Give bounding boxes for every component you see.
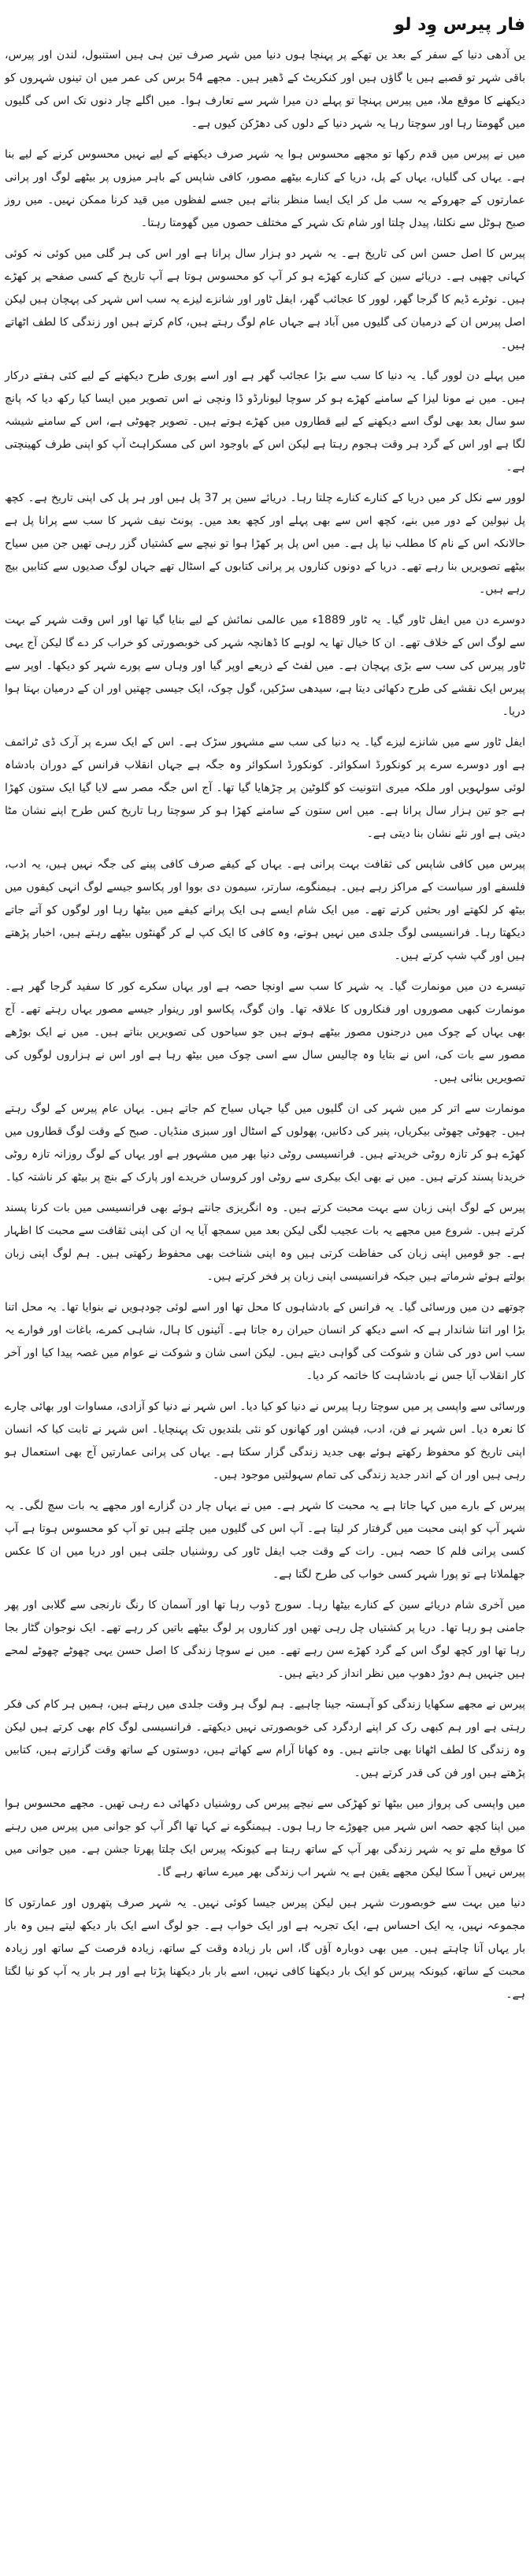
article-paragraph: یں آدھی دنیا کے سفر کے بعد یں تھکے پر پہنچا ہوں دنیا میں شہر صرف تین ہی ہیں استنبول، لندن اور پیرس، باقی شہر تو قصبے ہیں یا گاؤں ہیں اور کنکریٹ کے ڈھیر ہیں۔ مجھے 54 برس کی عمر میں ان تینوں شہروں کو دیکھنے کا موقع ملا، میں پیرس پہنچا تو پہلے دن میرا شہر سے تعارف ہوا۔ میں اگلے چار دنوں تک اس کی گلیوں میں گھومتا رہا اور سوچتا رہا یہ شہر دنیا کے دلوں کی دھڑکن کیوں ہے۔ xyxy=(5,49,525,130)
article-paragraph: میں آخری شام دریائے سین کے کنارے بیٹھا رہا۔ سورج ڈوب رہا تھا اور آسمان کا رنگ نارنجی سے گلابی اور پھر جامنی ہو رہا تھا۔ دریا پر کشتیاں چل رہی تھیں اور کناروں پر لوگ بیٹھے باتیں کر رہے تھے۔ ایک نوجوان گٹار بجا رہا تھا اور کچھ لوگ اس کے گرد کھڑے سن رہے تھے۔ میں نے سوچا زندگی کا اصل حسن یہی چھوٹے چھوٹے لمحے ہیں جنہیں ہم دوڑ دھوپ میں نظر انداز کر دیتے ہیں۔ xyxy=(5,1599,525,1680)
article-paragraph: ورسائی سے واپسی پر میں سوچتا رہا پیرس نے دنیا کو کیا دیا۔ اس شہر نے دنیا کو آزادی، مساوات اور بھائی چارے کا نعرہ دیا۔ اس شہر نے فن، ادب، فیشن اور کھانوں کو نئی بلندیوں تک پہنچایا۔ اس شہر نے ثابت کیا کہ انسان اپنی تاریخ کو محفوظ رکھتے ہوئے بھی جدید زندگی گزار سکتا ہے۔ یہاں کی پرانی عمارتیں آج بھی استعمال ہو رہی ہیں اور ان کے اندر جدید زندگی کی تمام سہولتیں موجود ہیں۔ xyxy=(5,1400,526,1481)
article-paragraph: میں پہلے دن لوور گیا۔ یہ دنیا کا سب سے بڑا عجائب گھر ہے اور اسے پوری طرح دیکھنے کے لیے کئی ہفتے درکار ہیں۔ میں نے مونا لیزا کے سامنے کھڑے ہو کر سوچا لیونارڈو ڈا ونچی نے اس تصویر میں ایسا کیا رکھ دیا کہ پانچ سو سال بعد بھی لوگ اسے دیکھنے کے لیے قطاروں میں کھڑے ہوتے ہیں۔ تصویر چھوٹی ہے، اس کے سامنے شیشہ لگا ہے اور اس کے گرد ہر وقت ہجوم رہتا ہے لیکن اس کے باوجود اس کی مسکراہٹ آپ کو اپنی طرف کھینچتی ہے۔ xyxy=(5,370,525,474)
article-paragraph: پیرس کے بارے میں کہا جاتا ہے یہ محبت کا شہر ہے۔ میں نے یہاں چار دن گزارے اور مجھے یہ بات سچ لگی۔ یہ شہر آپ کو اپنی محبت میں گرفتار کر لیتا ہے۔ آپ اس کی گلیوں میں چلتے ہیں تو آپ کو محسوس ہوتا ہے آپ کسی پرانی فلم کا حصہ ہیں۔ رات کے وقت جب ایفل ٹاور کی روشنیاں جلتی ہیں اور دریا میں ان کا عکس جھلملاتا ہے تو پورا شہر کسی خواب کی طرح لگتا ہے۔ xyxy=(5,1500,525,1581)
article-paragraph: ایفل ٹاور سے میں شانزے لیزے گیا۔ یہ دنیا کی سب سے مشہور سڑک ہے۔ اس کے ایک سرے پر آرک ڈی ٹرائمف ہے اور دوسرے سرے پر کونکورڈ اسکوائر۔ کونکورڈ اسکوائر وہ جگہ ہے جہاں انقلاب فرانس کے دوران بادشاہ لوئی سولہویں اور ملکہ میری انتونیت کو گلوٹین پر چڑھایا گیا تھا۔ آج اس جگہ مصر سے لایا گیا ایک ستون کھڑا ہے جو تین ہزار سال پرانا ہے۔ میں اس ستون کے سامنے کھڑا ہو کر سوچتا رہا تاریخ کس طرح اپنے نشان مٹا دیتی ہے اور نئے نشان بنا دیتی ہے۔ xyxy=(5,736,525,840)
article-paragraph: پیرس میں کافی شاپس کی ثقافت بہت پرانی ہے۔ یہاں کے کیفے صرف کافی پینے کی جگہ نہیں ہیں، یہ ادب، فلسفے اور سیاست کے مراکز رہے ہیں۔ ہیمنگوے، سارتر، سیمون دی بووا اور پکاسو جیسے لوگ انہی کیفوں میں بیٹھ کر لکھتے اور بحثیں کرتے تھے۔ میں ایک شام ایسے ہی ایک پرانے کیفے میں بیٹھا رہا اور لوگوں کو آتے جاتے دیکھتا رہا۔ فرانسیسی لوگ جلدی میں نہیں ہوتے، وہ کافی کا ایک کپ لے کر گھنٹوں بیٹھے رہتے ہیں، اخبار پڑھتے ہیں اور گپ شپ کرتے ہیں۔ xyxy=(5,858,525,962)
article-paragraph: چوتھے دن میں ورسائی گیا۔ یہ فرانس کے بادشاہوں کا محل تھا اور اسے لوئی چودہویں نے بنوایا تھا۔ یہ محل اتنا بڑا اور اتنا شاندار ہے کہ اسے دیکھ کر انسان حیران رہ جاتا ہے۔ آئینوں کا ہال، شاہی کمرے، باغات اور فوارے یہ سب اس دور کی شان و شوکت کی گواہی دیتے ہیں۔ لیکن اسی شان و شوکت نے عوام میں غصہ پیدا کیا اور آخر کار انقلاب آیا جس نے بادشاہت کا خاتمہ کر دیا۔ xyxy=(5,1301,525,1382)
article-body xyxy=(5,44,525,2006)
article-paragraph: تیسرے دن میں مونمارت گیا۔ یہ شہر کا سب سے اونچا حصہ ہے اور یہاں سکرے کور کا سفید گرجا گھر ہے۔ مونمارت کبھی مصوروں اور فنکاروں کا علاقہ تھا۔ وان گوگ، پکاسو اور رینوار جیسے مصور یہاں رہتے تھے۔ آج بھی یہاں کے چوک میں درجنوں مصور بیٹھے ہوتے ہیں جو سیاحوں کی تصویریں بناتے ہیں۔ میں نے ایک بوڑھے مصور سے بات کی، اس نے بتایا وہ چالیس سال سے اسی چوک میں بیٹھ رہا ہے اور اس نے ہزاروں لوگوں کی تصویریں بنائی ہیں۔ xyxy=(5,980,525,1084)
article-paragraph: دنیا میں بہت سے خوبصورت شہر ہیں لیکن پیرس جیسا کوئی نہیں۔ یہ شہر صرف پتھروں اور عمارتوں کا مجموعہ نہیں، یہ ایک احساس ہے، ایک تجربہ ہے اور ایک خواب ہے۔ جو لوگ اسے ایک بار دیکھ لیتے ہیں وہ بار بار یہاں آنا چاہتے ہیں۔ میں بھی دوبارہ آؤں گا، اس بار زیادہ وقت کے ساتھ، زیادہ فرصت کے ساتھ اور زیادہ محبت کے ساتھ، کیونکہ پیرس کو ایک بار دیکھنا کافی نہیں، اسے بار بار دیکھنا پڑتا ہے اور ہر بار یہ آپ کو نیا لگتا ہے۔ xyxy=(5,1897,525,2001)
article-paragraph: میں نے پیرس میں قدم رکھا تو مجھے محسوس ہوا یہ شہر صرف دیکھنے کے لیے نہیں محسوس کرنے کے لیے بنا ہے۔ یہاں کی گلیاں، یہاں کے پل، دریا کے کنارے بیٹھے مصور، کافی شاپس کے باہر میزوں پر بیٹھے لوگ اور پرانی عمارتوں کے جھروکے یہ سب مل کر ایک ایسا منظر بناتے ہیں جسے لفظوں میں قید کرنا ممکن نہیں۔ میں روز صبح ہوٹل سے نکلتا، پیدل چلتا اور شام تک شہر کے مختلف حصوں میں گھومتا رہتا۔ xyxy=(5,148,525,229)
article-paragraph: دوسرے دن میں ایفل ٹاور گیا۔ یہ ٹاور 1889ء میں عالمی نمائش کے لیے بنایا گیا تھا اور اس وقت شہر کے بہت سے لوگ اس کے خلاف تھے۔ ان کا خیال تھا یہ لوہے کا ڈھانچہ شہر کی خوبصورتی کو خراب کر دے گا لیکن آج یہی ٹاور پیرس کی سب سے بڑی پہچان ہے۔ میں لفٹ کے ذریعے اوپر گیا اور وہاں سے پورے شہر کو دیکھا۔ اوپر سے پیرس ایک نقشے کی طرح دکھائی دیتا ہے، سیدھی سڑکیں، گول چوک، ایک جیسی چھتیں اور ان کے درمیان بہتا ہوا دریا۔ xyxy=(5,614,525,718)
article-title: فار پیرس وِد لو xyxy=(394,15,525,35)
article-paragraph: پیرس نے مجھے سکھایا زندگی کو آہستہ جینا چاہیے۔ ہم لوگ ہر وقت جلدی میں رہتے ہیں، ہمیں ہر کام کی فکر رہتی ہے اور ہم کبھی رک کر اپنے اردگرد کی خوبصورتی نہیں دیکھتے۔ فرانسیسی لوگ کام بھی کرتے ہیں لیکن وہ زندگی کا لطف اٹھانا بھی جانتے ہیں۔ وہ کھانا آرام سے کھاتے ہیں، دوستوں کے ساتھ وقت گزارتے ہیں، کتابیں پڑھتے ہیں اور فن کی قدر کرتے ہیں۔ xyxy=(5,1698,525,1779)
article-paragraph: میں واپسی کی پرواز میں بیٹھا تو کھڑکی سے نیچے پیرس کی روشنیاں دکھائی دے رہی تھیں۔ مجھے محسوس ہوا میں اپنا کچھ حصہ اس شہر میں چھوڑے جا رہا ہوں۔ ہیمنگوے نے کہا تھا اگر آپ کو جوانی میں پیرس میں رہنے کا موقع ملے تو یہ شہر زندگی بھر آپ کے ساتھ رہتا ہے کیونکہ پیرس ایک چلتا پھرتا جشن ہے۔ میں جوانی میں پیرس نہیں آ سکا لیکن مجھے یقین ہے یہ شہر اب زندگی بھر میرے ساتھ رہے گا۔ xyxy=(5,1797,525,1879)
article-paragraph: پیرس کا اصل حسن اس کی تاریخ ہے۔ یہ شہر دو ہزار سال پرانا ہے اور اس کی ہر گلی میں کوئی نہ کوئی کہانی چھپی ہے۔ دریائے سین کے کنارے کھڑے ہو کر آپ کو محسوس ہوتا ہے آپ تاریخ کے کسی صفحے پر کھڑے ہیں۔ نوٹرے ڈیم کا گرجا گھر، لوور کا عجائب گھر، ایفل ٹاور اور شانزے لیزے یہ سب اس شہر کی پہچان ہیں لیکن اصل پیرس ان کے درمیان کی گلیوں میں آباد ہے جہاں عام لوگ رہتے ہیں، کام کرتے ہیں اور زندگی کا لطف اٹھاتے ہیں۔ xyxy=(5,247,525,351)
article-paragraph: مونمارت سے اتر کر میں شہر کی ان گلیوں میں گیا جہاں سیاح کم جاتے ہیں۔ یہاں عام پیرس کے لوگ رہتے ہیں۔ چھوٹی چھوٹی بیکریاں، پنیر کی دکانیں، پھولوں کے اسٹال اور سبزی منڈیاں۔ صبح کے وقت لوگ قطاروں میں کھڑے ہو کر تازہ روٹی خریدتے ہیں۔ فرانسیسی روٹی دنیا بھر میں مشہور ہے اور یہاں کے لوگ روزانہ تازہ روٹی خریدنا پسند کرتے ہیں۔ میں نے بھی ایک بیکری سے روٹی اور کروساں خریدے اور پارک کے بنچ پر بیٹھ کر ناشتہ کیا۔ xyxy=(5,1102,525,1184)
article-paragraph: لوور سے نکل کر میں دریا کے کنارے کنارے چلتا رہا۔ دریائے سین پر 37 پل ہیں اور ہر پل کی اپنی تاریخ ہے۔ کچھ پل نپولین کے دور میں بنے، کچھ اس سے بھی پہلے اور کچھ بعد میں۔ پونٹ نیف شہر کا سب سے پرانا پل ہے حالانکہ اس کے نام کا مطلب نیا پل ہے۔ میں اس پل پر کھڑا ہوا تو نیچے سے کشتیاں گزر رہی تھیں جن میں سیاح بیٹھے تصویریں بنا رہے تھے۔ دریا کے دونوں کناروں پر پرانی کتابوں کے اسٹال تھے جہاں لوگ صدیوں سے کتابیں بیچ رہے ہیں۔ xyxy=(5,492,525,596)
article-paragraph: پیرس کے لوگ اپنی زبان سے بہت محبت کرتے ہیں۔ وہ انگریزی جانتے ہوئے بھی فرانسیسی میں بات کرنا پسند کرتے ہیں۔ شروع میں مجھے یہ بات عجیب لگی لیکن بعد میں سمجھ آیا یہ ان کی اپنی ثقافت سے محبت کا اظہار ہے۔ جو قومیں اپنی زبان کی حفاظت کرتی ہیں وہ اپنی شناخت بھی محفوظ رکھتی ہیں۔ ہم لوگ اپنی زبان بولتے ہوئے شرماتے ہیں جبکہ فرانسیسی اپنی زبان پر فخر کرتے ہیں۔ xyxy=(5,1202,525,1283)
